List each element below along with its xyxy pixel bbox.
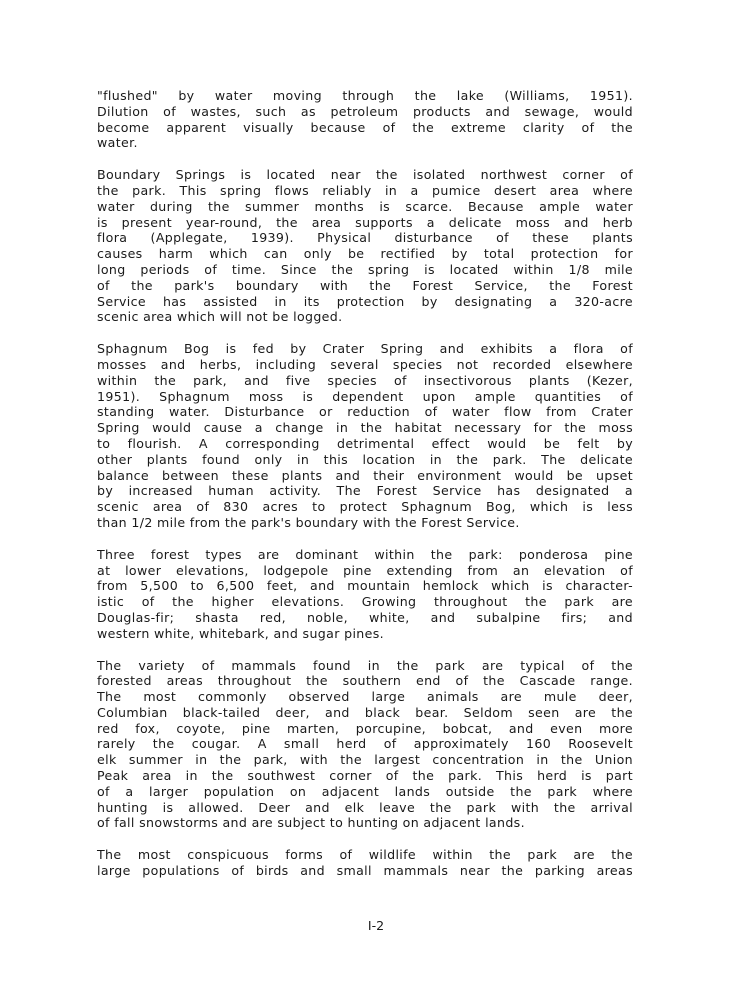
text-line: Columbian black-tailed deer, and black bear. Seldom seen are the [97,704,633,720]
text-line: rarely the cougar. A small herd of approximately 160 Roosevelt [97,736,633,752]
text-line: Boundary Springs is located near the isolated northwest corner of [97,167,633,183]
text-line: elk summer in the park, with the largest concentration in the Union [97,752,633,768]
text-line: of a larger population on adjacent lands outside the park where [97,783,633,799]
text-line: western white, whitebark, and sugar pines. [97,625,384,641]
text-line: from 5,500 to 6,500 feet, and mountain hemlock which is character- [97,578,633,594]
text-line: Dilution of wastes, such as petroleum products and sewage, would [97,103,633,119]
paragraph [97,88,633,151]
text-line: The most commonly observed large animals are mule deer, [97,689,633,705]
text-line: become apparent visually because of the extreme clarity of the [97,119,633,135]
text-line: water. [97,135,138,151]
text-line: Service has assisted in its protection by designating a 320-acre [97,293,633,309]
text-line: mosses and herbs, including several species not recorded elsewhere [97,356,633,372]
text-line: balance between these plants and their environment would be upset [97,467,633,483]
text-line: "flushed" by water moving through the lake (Williams, 1951). [97,88,633,103]
page-number: I-2 [367,918,385,933]
document-body [97,88,633,895]
text-line: water during the summer months is scarce. Because ample water [97,198,633,214]
text-line: other plants found only in this location in the park. The delicate [97,451,633,467]
text-line: standing water. Disturbance or reduction of water flow from Crater [97,404,633,420]
text-line: The variety of mammals found in the park are typical of the [97,657,633,673]
paragraph [97,847,633,879]
paragraph [97,658,633,832]
text-line: Spring would cause a change in the habitat necessary for the moss [97,420,633,436]
text-line: hunting is allowed. Deer and elk leave the park with the arrival [97,799,633,815]
text-line: long periods of time. Since the spring is located within 1/8 mile [97,261,633,277]
text-line: Three forest types are dominant within the park: ponderosa pine [97,546,633,562]
text-line: Douglas-fir; shasta red, noble, white, and subalpine firs; and [97,609,633,625]
text-line: large populations of birds and small mammals near the parking areas [97,863,633,879]
text-line: of the park's boundary with the Forest Service, the Forest [97,277,633,293]
paragraph [97,341,633,531]
paragraph [97,547,633,642]
text-line: scenic area of 830 acres to protect Sphagnum Bog, which is less [97,499,633,515]
text-line: flora (Applegate, 1939). Physical disturbance of these plants [97,230,633,246]
text-line: forested areas throughout the southern end of the Cascade range. [97,673,633,689]
text-line: the park. This spring flows reliably in a pumice desert area where [97,182,633,198]
text-line: within the park, and five species of insectivorous plants (Kezer, [97,372,633,388]
paragraph [97,167,633,325]
text-line: of fall snowstorms and are subject to hunting on adjacent lands. [97,815,525,831]
text-line: The most conspicuous forms of wildlife within the park are the [97,847,633,863]
text-line: is present year-round, the area supports a delicate moss and herb [97,214,633,230]
text-line: Sphagnum Bog is fed by Crater Spring and exhibits a flora of [97,341,633,357]
text-line: 1951). Sphagnum moss is dependent upon ample quantities of [97,388,633,404]
text-line: scenic area which will not be logged. [97,309,343,325]
text-line: red fox, coyote, pine marten, porcupine, bobcat, and even more [97,720,633,736]
text-line: causes harm which can only be rectified by total protection for [97,246,633,262]
text-line: than 1/2 mile from the park's boundary with the Forest Service. [97,514,520,530]
text-line: istic of the higher elevations. Growing throughout the park are [97,594,633,610]
text-line: by increased human activity. The Forest Service has designated a [97,483,633,499]
text-line: to flourish. A corresponding detrimental effect would be felt by [97,435,633,451]
text-line: Peak area in the southwest corner of the park. This herd is part [97,768,633,784]
text-line: at lower elevations, lodgepole pine extending from an elevation of [97,562,633,578]
